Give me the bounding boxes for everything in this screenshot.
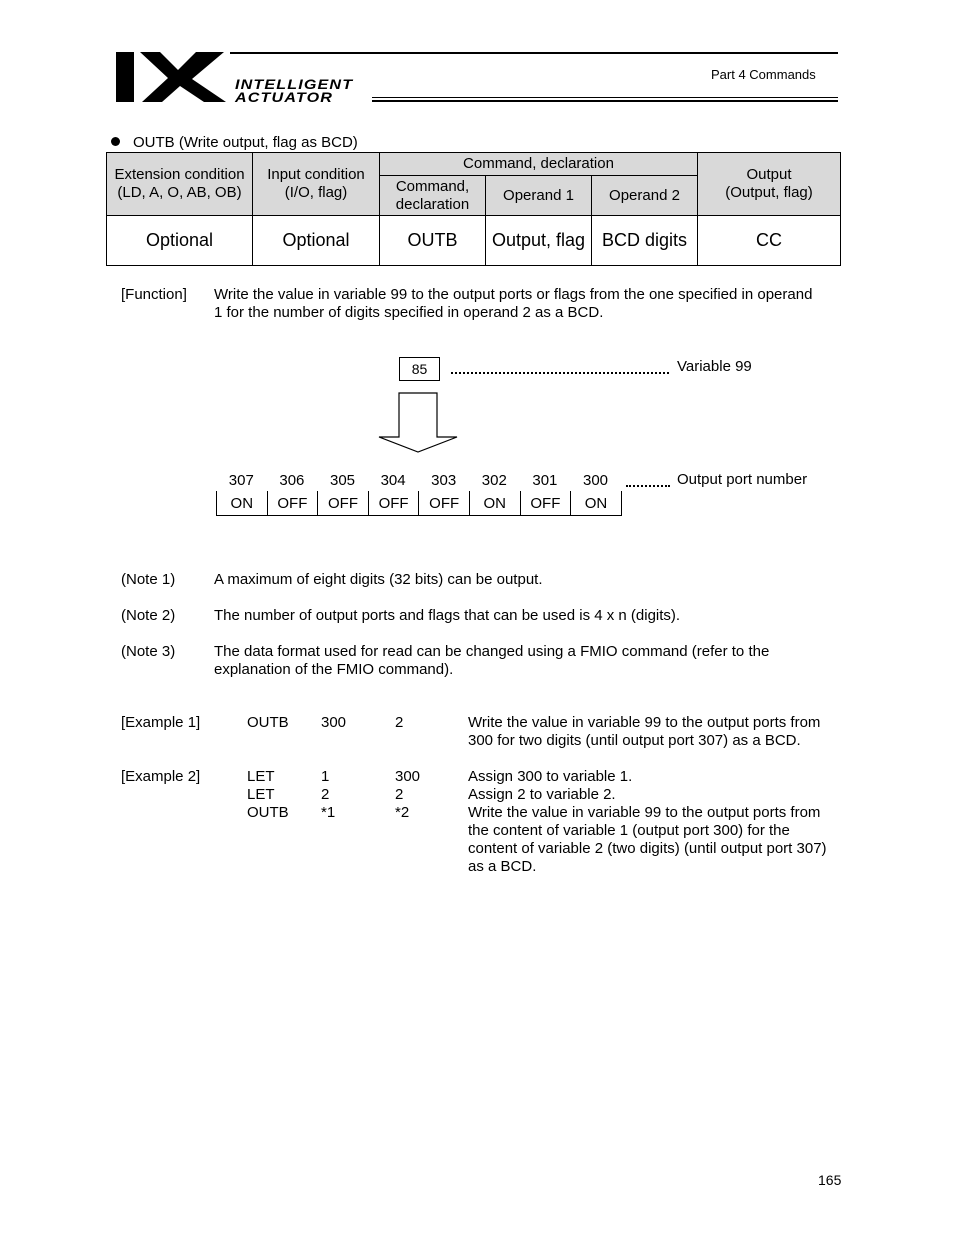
port-number-303: 303: [431, 472, 457, 489]
example1-operand1: 300: [321, 714, 347, 731]
ix-logo-mark: [116, 52, 231, 104]
example2-row2-desc: Assign 2 to variable 2.: [468, 786, 616, 803]
example2-row3-desc-line3: content of variable 2 (two digits) (until output port 307): [468, 840, 827, 857]
header-rule-bottom-thin: [372, 97, 838, 98]
cell-input: Optional: [253, 216, 380, 266]
port-number-307: 307: [228, 472, 254, 489]
example2-row3-desc-line1: Write the value in variable 99 to the output ports from: [468, 804, 821, 821]
command-table: [106, 152, 841, 266]
example2-row2-command: LET: [247, 786, 275, 803]
down-arrow-icon: [377, 392, 459, 454]
port-label: Output port number: [677, 471, 808, 488]
port-state-302: ON: [470, 491, 521, 516]
bullet-icon: [111, 137, 120, 146]
port-leader-dots: [626, 485, 670, 487]
example2-row1-command: LET: [247, 768, 275, 785]
variable-label: Variable 99: [677, 358, 752, 375]
example2-row1-operand1: 1: [321, 768, 330, 785]
note3-text-line1: The data format used for read can be changed using a FMIO command (refer to the: [214, 643, 770, 660]
header-input-condition: Input condition (I/O, flag): [253, 153, 380, 216]
example1-label: [Example 1]: [121, 714, 201, 731]
port-state-300: ON: [571, 491, 622, 516]
header-command: Command, declaration: [380, 176, 486, 216]
note2-label: (Note 2): [121, 607, 176, 624]
header-rule-top: [230, 52, 838, 54]
note2-text: The number of output ports and flags that can be used is 4 x n (digits).: [214, 607, 681, 624]
example2-row1-operand2: 300: [395, 768, 421, 785]
example2-row3-desc-line4: as a BCD.: [468, 858, 537, 875]
output-port-states: [216, 491, 622, 516]
note3-text-line2: explanation of the FMIO command).: [214, 661, 454, 678]
port-number-305: 305: [329, 472, 356, 489]
port-number-304: 304: [380, 472, 406, 489]
variable-value: 85: [411, 361, 428, 377]
example1-command: OUTB: [247, 714, 289, 731]
port-state-301: OFF: [521, 491, 572, 516]
cell-extension: Optional: [107, 216, 253, 266]
cell-command: OUTB: [380, 216, 486, 266]
example2-row3-desc-line2: the content of variable 1 (output port 300) for the: [468, 822, 790, 839]
variable-leader-dots: [451, 372, 669, 374]
example1-operand2: 2: [395, 714, 404, 731]
port-number-301: 301: [532, 472, 558, 489]
section-title: Part 4 Commands: [711, 67, 816, 82]
example2-row1-desc: Assign 300 to variable 1.: [468, 768, 633, 785]
function-line-2: 1 for the number of digits specified in operand 2 as a BCD.: [214, 304, 604, 321]
example2-row3-command: OUTB: [247, 804, 289, 821]
cell-operand1: Output, flag: [486, 216, 592, 266]
port-state-304: OFF: [369, 491, 420, 516]
example1-desc-line2: 300 for two digits (until output port 307) as a BCD.: [468, 732, 801, 749]
header-command-group: Command, declaration: [380, 153, 698, 176]
logo-text-intelligent: INTELLIGENT: [235, 76, 354, 92]
variable-value-box: [399, 357, 440, 381]
note3-label: (Note 3): [121, 643, 176, 660]
port-state-303: OFF: [419, 491, 470, 516]
example2-label: [Example 2]: [121, 768, 201, 785]
function-line-1: Write the value in variable 99 to the output ports or flags from the one specified in operand: [214, 286, 813, 303]
command-heading: OUTB (Write output, flag as BCD): [133, 134, 358, 151]
header-rule-bottom: [372, 100, 838, 102]
example2-row3-operand2: *2: [395, 804, 410, 821]
function-label: [Function]: [121, 286, 187, 303]
logo-text-actuator: ACTUATOR: [235, 89, 334, 105]
header-output: Output (Output, flag): [698, 153, 841, 216]
ix-logo: [116, 52, 231, 104]
header-extension-condition: Extension condition (LD, A, O, AB, OB): [107, 153, 253, 216]
example1-desc-line1: Write the value in variable 99 to the output ports from: [468, 714, 821, 731]
cell-operand2: BCD digits: [592, 216, 698, 266]
header-operand1: Operand 1: [486, 176, 592, 216]
port-number-306: 306: [279, 472, 305, 489]
example2-row2-operand2: 2: [395, 786, 404, 803]
port-state-306: OFF: [268, 491, 319, 516]
header-operand2: Operand 2: [592, 176, 698, 216]
note1-text: A maximum of eight digits (32 bits) can be output.: [214, 571, 543, 588]
example2-row2-operand1: 2: [321, 786, 330, 803]
note1-label: (Note 1): [121, 571, 176, 588]
page-number: 165: [818, 1172, 842, 1188]
port-number-300: 300: [582, 472, 609, 489]
port-state-307: ON: [217, 491, 268, 516]
port-number-302: 302: [481, 472, 507, 489]
port-state-305: OFF: [318, 491, 369, 516]
example2-row3-operand1: *1: [321, 804, 336, 821]
cell-output: CC: [698, 216, 841, 266]
